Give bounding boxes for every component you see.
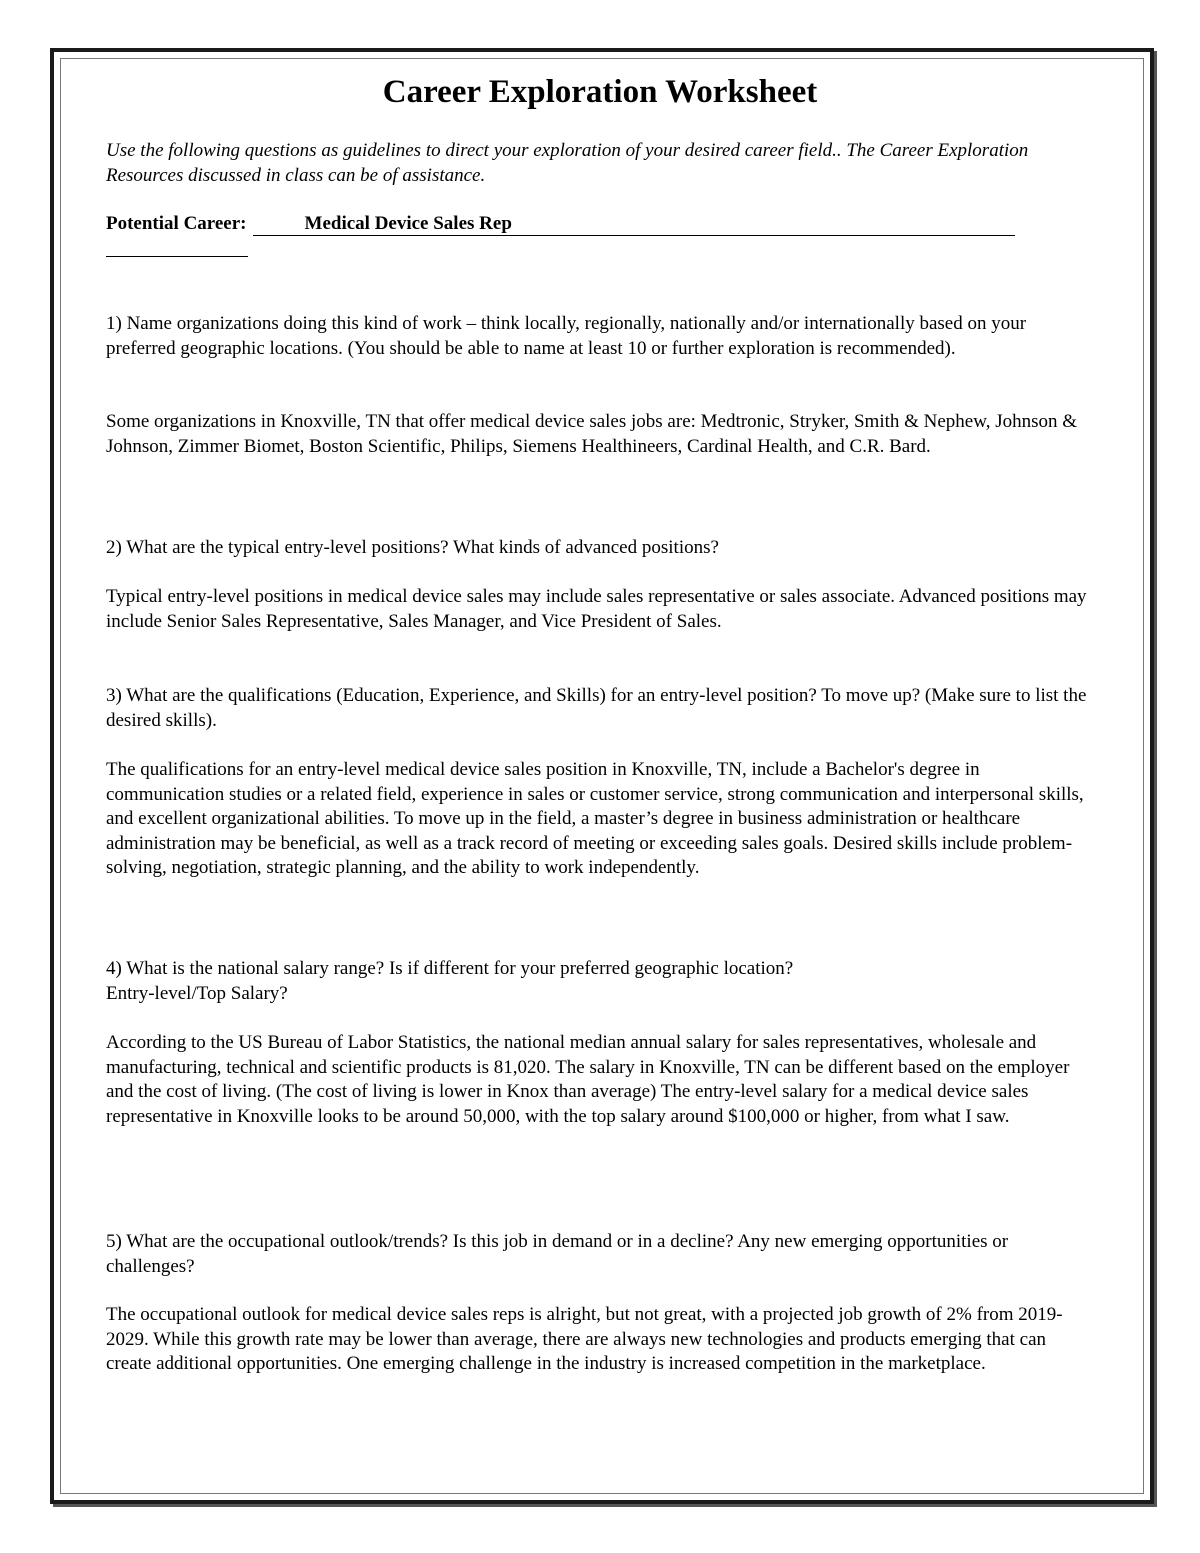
question-3: 3) What are the qualifications (Education, Experience, and Skills) for an entry-level position? To move up? (Make sure to list the desired skills). xyxy=(106,685,1087,731)
potential-career-value: Medical Device Sales Rep xyxy=(253,213,1015,236)
instructions: Use the following questions as guidelines to direct your exploration of your desired career field.. The Career Exploration Resources discussed in class can be of assistance. xyxy=(106,140,1029,186)
answer-4: According to the US Bureau of Labor Statistics, the national median annual salary for sales representatives, wholesale and manufacturing, technical and scientific products is 81,020. The salary in Knoxville, TN can be different based on the employer and the cost of living. (The cost of living is lower in Knox than average) The entry-level salary for a medical device sales representative in Knoxville looks to be around 50,000, with the top salary around $100,000 or higher, from what I saw. xyxy=(106,1032,1070,1127)
question-5: 5) What are the occupational outlook/trends? Is this job in demand or in a decline? Any new emerging opportunities or challenges? xyxy=(106,1231,1009,1277)
worksheet-title: Career Exploration Worksheet xyxy=(382,74,818,110)
answer-1: Some organizations in Knoxville, TN that offer medical device sales jobs are: Medtronic, Stryker, Smith & Nephew, Johnson & Johnson, Zimmer Biomet, Boston Scientific, Philips, Siemens Healthineers, Cardinal Health, and C.R. Bard. xyxy=(106,411,1078,457)
question-4: 4) What is the national salary range? Is if different for your preferred geographic location? xyxy=(106,958,794,979)
question-4-line2: Entry-level/Top Salary? xyxy=(106,983,288,1004)
potential-career-underline xyxy=(106,256,248,257)
question-1: 1) Name organizations doing this kind of work – think locally, regionally, nationally and/or internationally based on your preferred geographic locations. (You should be able to name at least 10 or further exploration is recommended). xyxy=(106,313,1027,359)
question-2: 2) What are the typical entry-level positions? What kinds of advanced positions? xyxy=(106,537,719,558)
answer-2: Typical entry-level positions in medical device sales may include sales representative or sales associate. Advanced positions may include Senior Sales Representative, Sales Manager, and Vice President of Sales. xyxy=(106,586,1087,632)
potential-career-row xyxy=(106,211,1015,236)
answer-3: The qualifications for an entry-level medical device sales position in Knoxville, TN, include a Bachelor's degree in communication studies or a related field, experience in sales or customer service, strong communication and interpersonal skills, and excellent organizational abilities. To move up in the field, a master’s degree in business administration or healthcare administration may be beneficial, as well as a track record of meeting or exceeding sales goals. Desired skills include problem-solving, negotiation, strategic planning, and the ability to work independently. xyxy=(106,759,1084,878)
answer-5: The occupational outlook for medical device sales reps is alright, but not great, with a projected job growth of 2% from 2019-2029. While this growth rate may be lower than average, there are always new technologies and products emerging that can create additional opportunities. One emerging challenge in the industry is increased competition in the marketplace. xyxy=(106,1304,1063,1374)
potential-career-label: Potential Career: xyxy=(106,213,247,234)
